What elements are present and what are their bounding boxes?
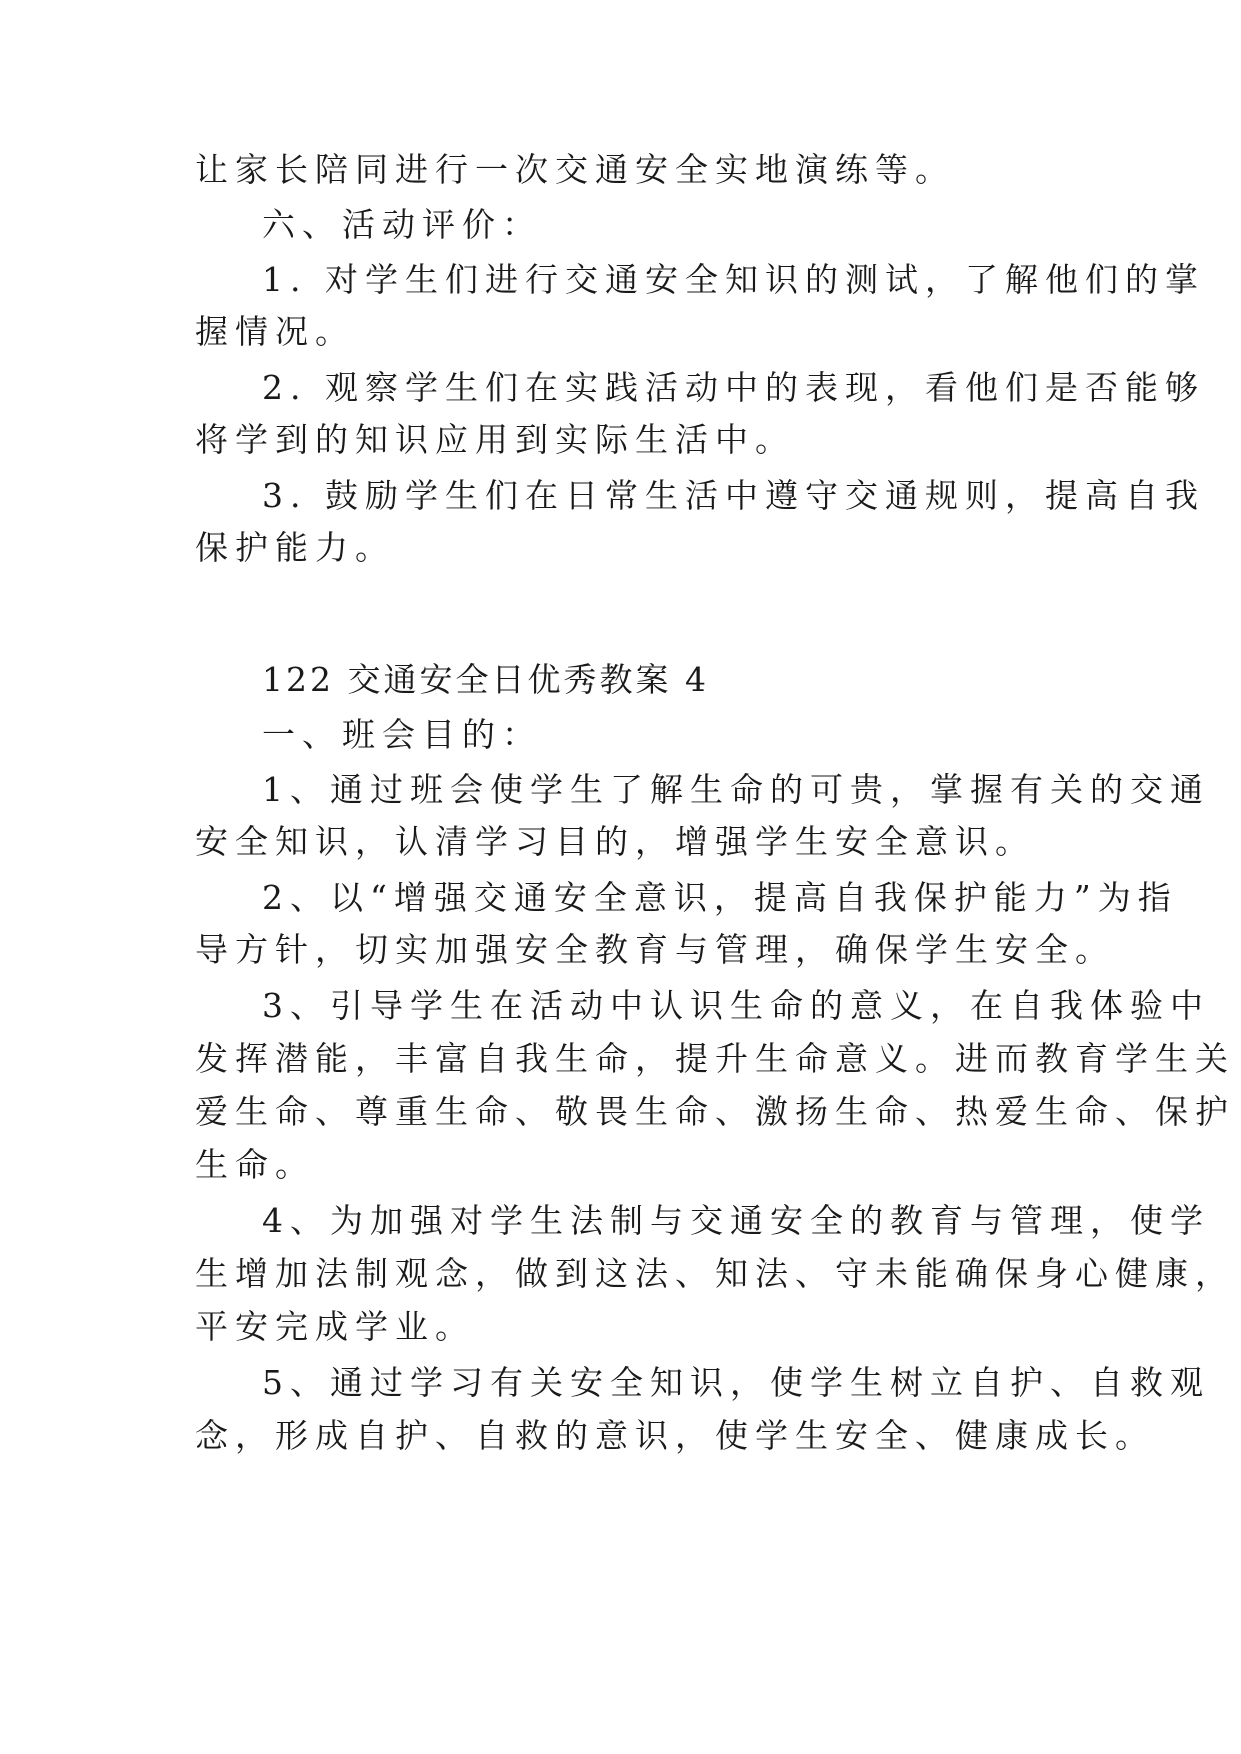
list-item-line: 1、通过班会使学生了解生命的可贵，掌握有关的交通 bbox=[262, 770, 1210, 809]
list-item-line: 2、以“增强交通安全意识，提高自我保护能力”为指 bbox=[262, 878, 1178, 917]
list-item-line: 1. 对学生们进行交通安全知识的测试，了解他们的掌 bbox=[262, 260, 1205, 299]
list-item-line: 生命。 bbox=[195, 1145, 315, 1184]
list-item-line: 5、通过学习有关安全知识，使学生树立自护、自救观 bbox=[262, 1363, 1210, 1402]
list-item-line: 发挥潜能，丰富自我生命，提升生命意义。进而教育学生关 bbox=[195, 1039, 1235, 1078]
section-heading: 六、活动评价： bbox=[262, 205, 542, 244]
list-item-line: 2. 观察学生们在实践活动中的表现，看他们是否能够 bbox=[262, 368, 1205, 407]
list-item-line: 3. 鼓励学生们在日常生活中遵守交通规则，提高自我 bbox=[262, 476, 1205, 515]
lesson-title: 122 交通安全日优秀教案 4 bbox=[262, 660, 709, 699]
list-item-line: 爱生命、尊重生命、敬畏生命、激扬生命、热爱生命、保护 bbox=[195, 1092, 1235, 1131]
list-item-line: 4、为加强对学生法制与交通安全的教育与管理，使学 bbox=[262, 1201, 1210, 1240]
list-item-line: 导方针，切实加强安全教育与管理，确保学生安全。 bbox=[195, 930, 1115, 969]
list-item-line: 握情况。 bbox=[195, 312, 355, 351]
list-item-line: 3、引导学生在活动中认识生命的意义，在自我体验中 bbox=[262, 986, 1210, 1025]
list-item-line: 生增加法制观念，做到这法、知法、守未能确保身心健康， bbox=[195, 1254, 1235, 1293]
list-item-line: 安全知识，认清学习目的，增强学生安全意识。 bbox=[195, 822, 1035, 861]
list-item-line: 念，形成自护、自救的意识，使学生安全、健康成长。 bbox=[195, 1416, 1155, 1455]
paragraph-line: 让家长陪同进行一次交通安全实地演练等。 bbox=[195, 150, 955, 189]
list-item-line: 平安完成学业。 bbox=[195, 1307, 475, 1346]
section-heading: 一、班会目的： bbox=[262, 715, 542, 754]
list-item-line: 将学到的知识应用到实际生活中。 bbox=[195, 420, 795, 459]
list-item-line: 保护能力。 bbox=[195, 528, 395, 567]
